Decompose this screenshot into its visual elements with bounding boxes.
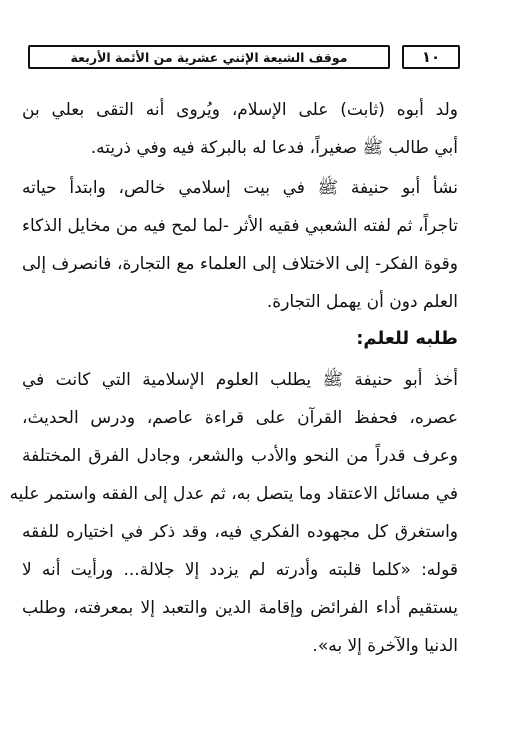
- text-line: تاجراً، ثم لفته الشعبي فقيه الأثر -لما لمح فيه من مخايل الذكاء: [22, 216, 458, 236]
- text-line: نشأ أبو حنيفة ﷺ في بيت إسلامي خالص، وابتدأ حياته: [22, 178, 458, 198]
- running-title-box: [28, 45, 390, 69]
- page-number-box: [402, 45, 460, 69]
- running-title: موقف الشيعة الإثني عشرية من الأئمة الأربعة: [70, 49, 348, 65]
- text-line: الدنيا والآخرة إلا به».: [312, 636, 458, 656]
- text-line: وقوة الفكر- إلى الاختلاف إلى العلماء مع التجارة، فانصرف إلى: [22, 254, 458, 274]
- text-line: وعرف قدراً من النحو والأدب والشعر، وجادل الفرق المختلفة: [22, 446, 458, 466]
- text-line: ولد أبوه (ثابت) على الإسلام، ويُروى أنه التقى بعلي بن: [22, 100, 458, 120]
- page-header: [28, 45, 460, 71]
- text-line: يستقيم أداء الفرائض وإقامة الدين والتعبد إلا بمعرفته، وطلب: [22, 598, 458, 618]
- section-heading: طلبه للعلم:: [356, 328, 458, 349]
- text-line: قوله: «كلما قلبته وأدرته لم يزدد إلا جلالة... ورأيت أنه لا: [22, 560, 458, 580]
- text-line: أبي طالب ﷺ صغيراً، فدعا له بالبركة فيه وفي ذريته.: [90, 138, 458, 158]
- paragraph-seeking-knowledge: [9, 361, 458, 665]
- text-line: عصره، فحفظ القرآن على قراءة عاصم، ودرس الحديث،: [22, 408, 458, 428]
- text-line: في مسائل الاعتقاد وما يتصل به، ثم عدل إلى الفقه واستمر عليه: [9, 484, 458, 504]
- paragraph-father: [22, 91, 458, 167]
- paragraph-upbringing: [22, 169, 458, 321]
- text-line: أخذ أبو حنيفة ﷺ يطلب العلوم الإسلامية التي كانت في: [22, 370, 458, 390]
- text-line: العلم دون أن يهمل التجارة.: [266, 292, 458, 312]
- page-number: ١٠: [421, 48, 441, 66]
- text-line: واستغرق كل مجهوده الفكري فيه، وقد ذكر في اختياره للفقه: [22, 522, 458, 542]
